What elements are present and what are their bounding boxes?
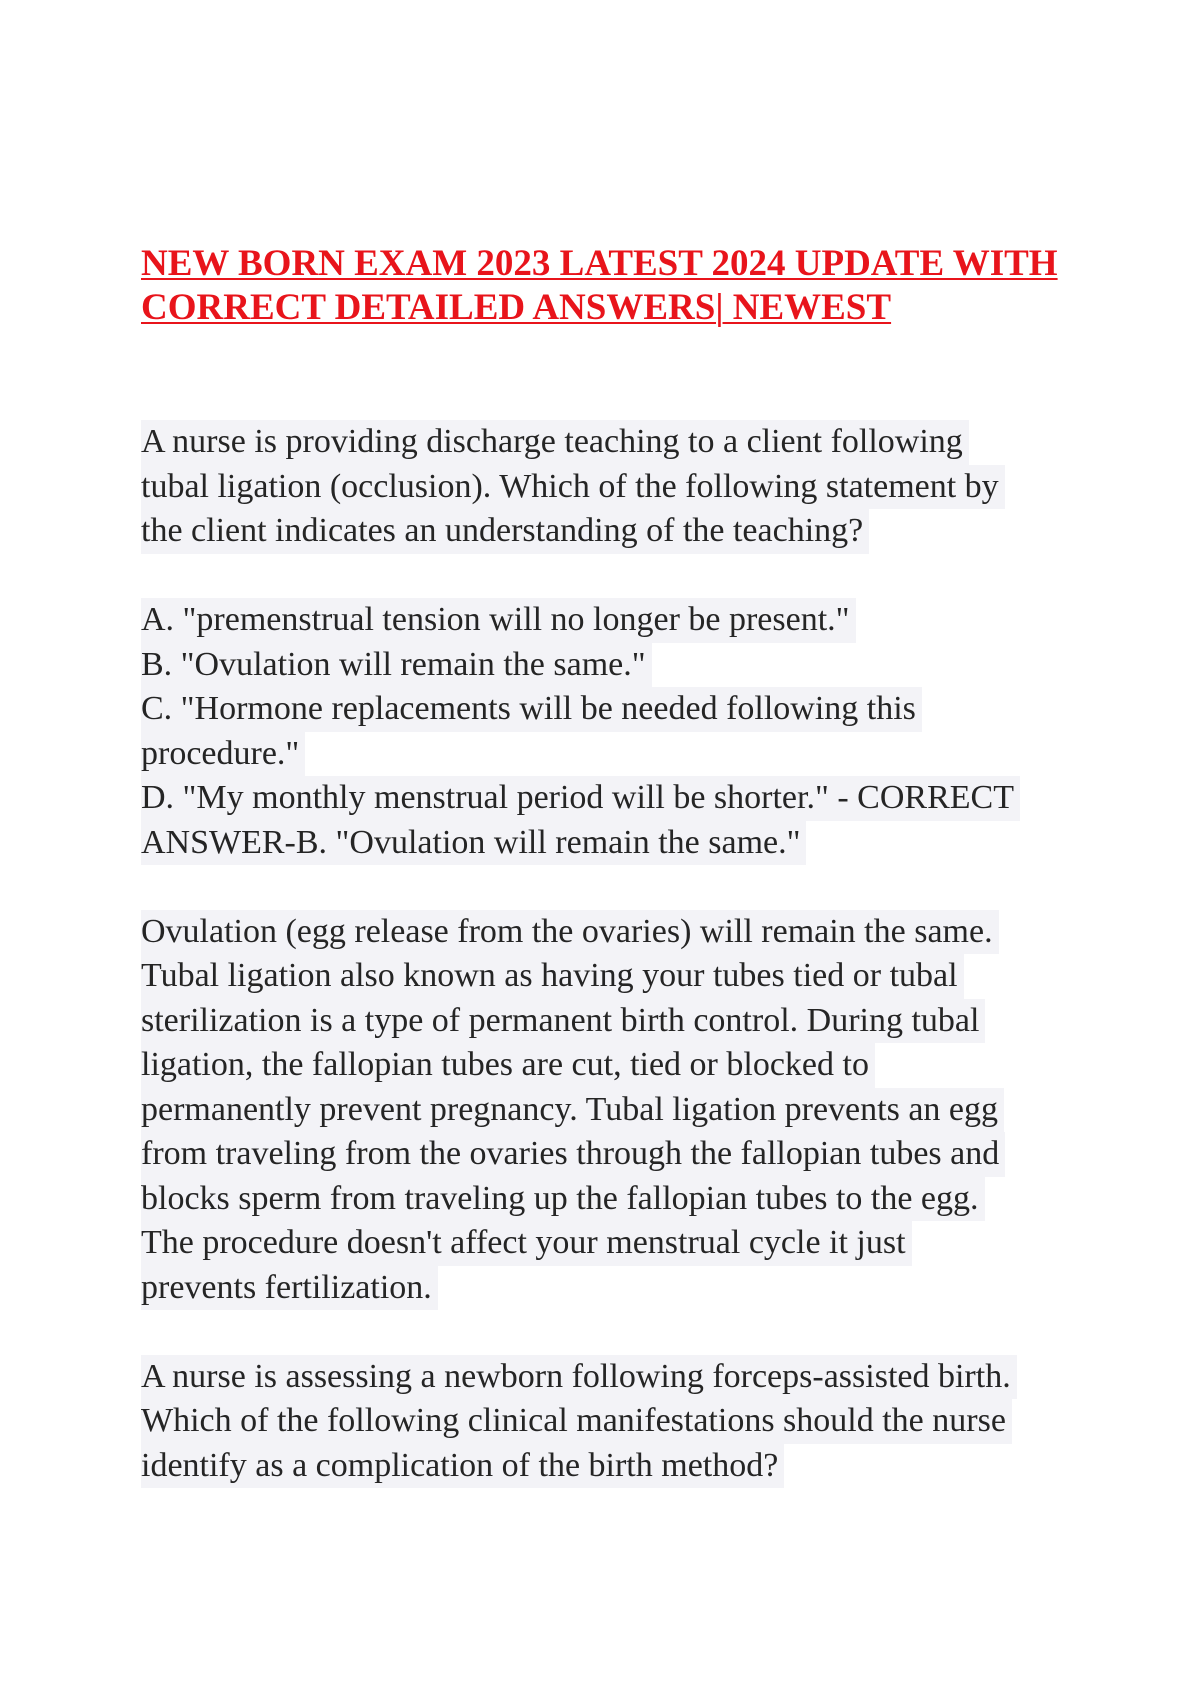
document-body [141, 420, 1141, 1533]
text-line: sterilization is a type of permanent birth control. During tubal [141, 999, 985, 1044]
text-line: A nurse is providing discharge teaching to a client following [141, 420, 969, 465]
text-line: from traveling from the ovaries through the fallopian tubes and [141, 1132, 1005, 1177]
text-line: the client indicates an understanding of the teaching? [141, 509, 869, 554]
question-1-options [141, 598, 1141, 865]
question-1-stem [141, 420, 1141, 554]
option-c: C. "Hormone replacements will be needed following this [141, 687, 922, 732]
option-d: D. "My monthly menstrual period will be shorter." - CORRECT [141, 776, 1020, 821]
title-line: CORRECT DETAILED ANSWERS| NEWEST [141, 287, 892, 328]
text-line: Tubal ligation also known as having your tubes tied or tubal [141, 954, 964, 999]
text-line: prevents fertilization. [141, 1266, 438, 1311]
text-line: tubal ligation (occlusion). Which of the following statement by [141, 465, 1005, 510]
option-b: B. "Ovulation will remain the same." [141, 643, 652, 688]
text-line: identify as a complication of the birth method? [141, 1444, 784, 1489]
correct-answer: ANSWER-B. "Ovulation will remain the same." [141, 821, 806, 866]
text-line: permanently prevent pregnancy. Tubal ligation prevents an egg [141, 1088, 1004, 1133]
text-line: A nurse is assessing a newborn following forceps-assisted birth. [141, 1355, 1017, 1400]
option-c-continued: procedure." [141, 732, 305, 777]
text-line: Ovulation (egg release from the ovaries) will remain the same. [141, 910, 999, 955]
text-line: The procedure doesn't affect your menstrual cycle it just [141, 1221, 912, 1266]
question-1-explanation [141, 910, 1141, 1311]
document-title [141, 242, 1081, 330]
text-line: Which of the following clinical manifestations should the nurse [141, 1399, 1012, 1444]
title-line: NEW BORN EXAM 2023 LATEST 2024 UPDATE WITH [141, 243, 1058, 284]
option-a: A. "premenstrual tension will no longer be present." [141, 598, 856, 643]
text-line: ligation, the fallopian tubes are cut, tied or blocked to [141, 1043, 875, 1088]
text-line: blocks sperm from traveling up the fallopian tubes to the egg. [141, 1177, 985, 1222]
question-2-stem [141, 1355, 1141, 1489]
